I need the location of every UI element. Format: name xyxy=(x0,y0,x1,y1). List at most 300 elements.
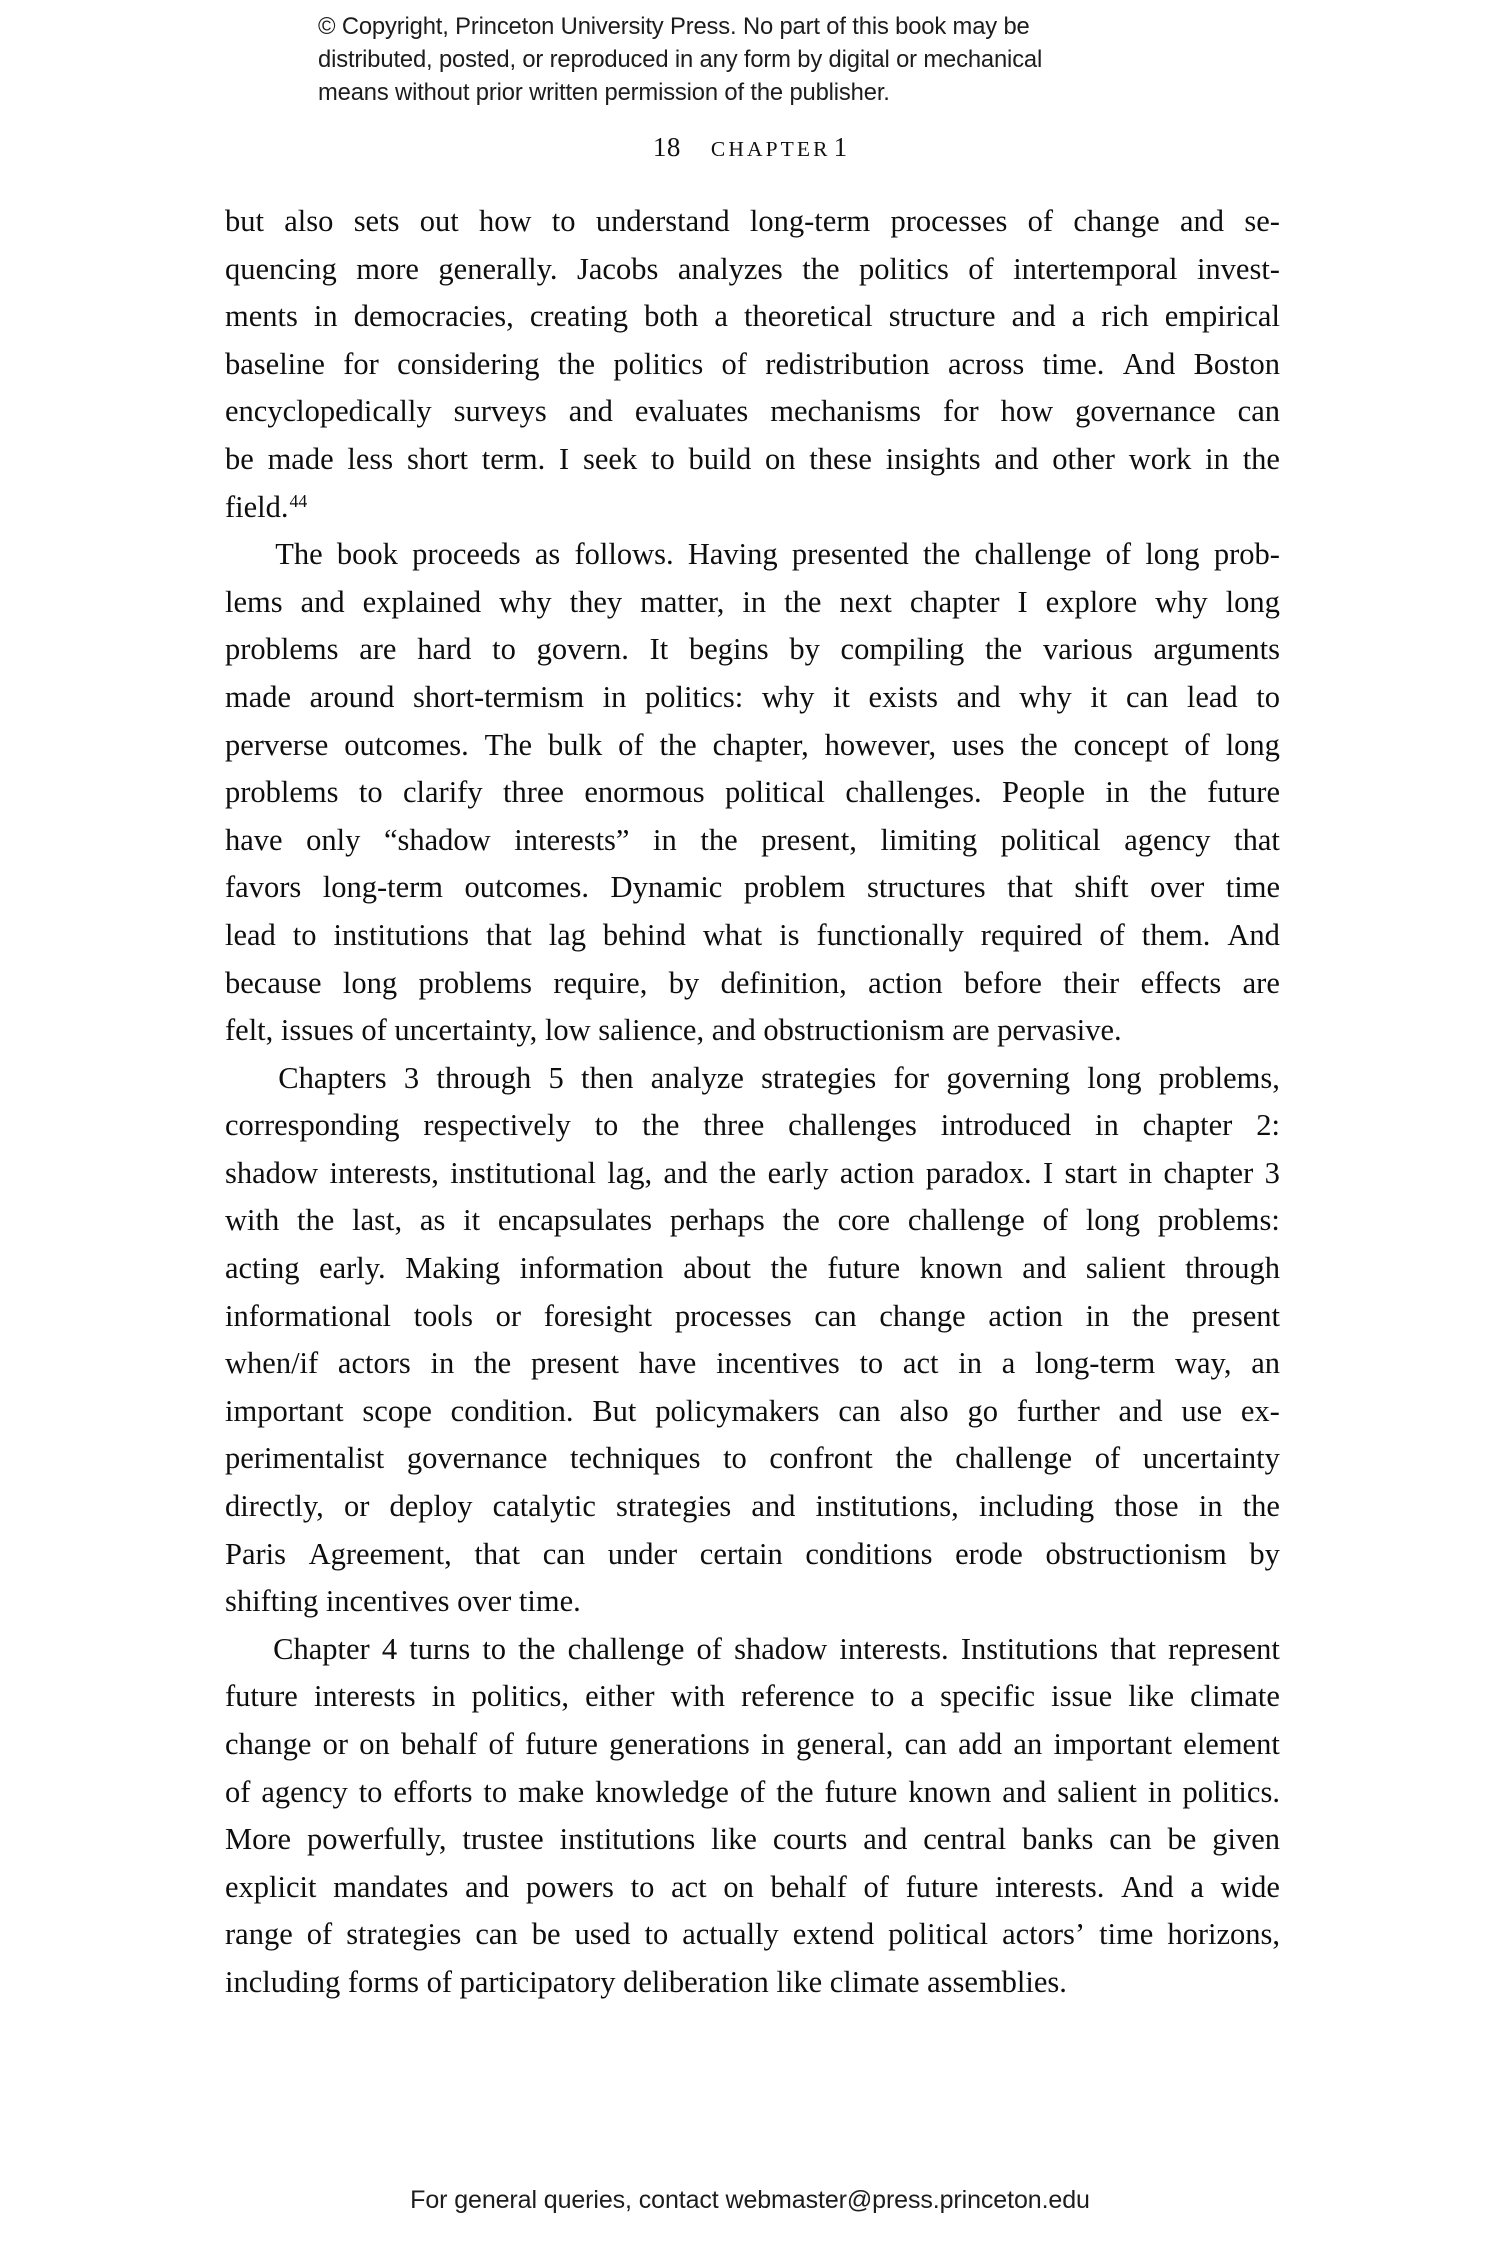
text-word: horizons, xyxy=(1167,1917,1280,1952)
text-word: And xyxy=(1227,917,1280,952)
text-word: bulk xyxy=(547,727,603,762)
text-word: prob- xyxy=(1213,537,1280,572)
text-word: a xyxy=(910,1679,925,1714)
text-word: long xyxy=(1145,537,1200,572)
text-word: can xyxy=(814,1298,857,1333)
text-word: structure xyxy=(888,299,996,334)
text-word: and xyxy=(300,584,345,619)
text-word: hard xyxy=(417,632,472,667)
text-word: and xyxy=(568,394,613,429)
text-word: to xyxy=(1256,679,1280,714)
text-word: the xyxy=(700,822,738,857)
text-word: with xyxy=(670,1679,725,1714)
text-word: governing xyxy=(946,1060,1070,1095)
text-word: to xyxy=(482,1631,507,1666)
text-word: out xyxy=(419,204,459,238)
text-word: of xyxy=(696,1631,722,1666)
text-word: introduced xyxy=(940,1108,1072,1143)
text-word: also xyxy=(899,1393,949,1428)
text-word: political xyxy=(1000,822,1101,857)
text-word: generations xyxy=(609,1727,750,1761)
text-word: of xyxy=(1184,727,1210,762)
text-word: general, xyxy=(795,1727,894,1761)
text-word: intertemporal xyxy=(1013,251,1178,286)
text-line xyxy=(225,1150,1280,1198)
text-word: time. xyxy=(1042,346,1105,381)
text-word: why xyxy=(499,584,552,619)
text-word: generally. xyxy=(438,251,558,286)
text-word: shadow xyxy=(225,1155,319,1190)
text-word: political xyxy=(724,775,825,810)
text-word: those xyxy=(1114,1489,1179,1524)
text-word: uncertainty xyxy=(1142,1441,1280,1476)
text-word: both xyxy=(644,299,699,334)
text-word: the xyxy=(1149,775,1187,810)
text-word: long-term xyxy=(749,204,871,238)
text-word: long xyxy=(1225,727,1280,762)
text-word: but xyxy=(225,204,264,238)
text-word: corresponding xyxy=(225,1108,400,1143)
text-word: and xyxy=(994,441,1039,476)
text-word: strategies xyxy=(761,1060,877,1095)
text-word: 3 xyxy=(1264,1155,1280,1190)
text-word: The xyxy=(484,727,533,762)
text-word: to xyxy=(358,775,383,810)
text-word: future xyxy=(525,1727,598,1761)
text-word: information xyxy=(519,1251,664,1286)
text-word: behind xyxy=(602,917,686,952)
text-word: also xyxy=(284,204,334,238)
text-word: interests, xyxy=(329,1155,439,1190)
text-word: then xyxy=(580,1060,634,1095)
text-word: to xyxy=(358,1774,383,1809)
text-word: in xyxy=(1205,441,1229,476)
text-word: outcomes. xyxy=(344,727,469,762)
text-word: ments xyxy=(225,299,298,334)
text-word: across xyxy=(947,346,1025,381)
text-word: powerfully, xyxy=(307,1822,447,1857)
text-word: 3 xyxy=(403,1060,420,1095)
text-word: in xyxy=(1105,775,1130,810)
text-word: in xyxy=(742,584,767,619)
text-line xyxy=(225,531,1280,579)
text-word: future xyxy=(827,1251,901,1286)
text-line xyxy=(225,722,1280,770)
text-word: actors xyxy=(337,1346,411,1381)
text-word: book xyxy=(336,537,398,572)
text-word: knowledge xyxy=(595,1774,729,1809)
text-word: chapter, xyxy=(712,727,809,762)
text-word: the xyxy=(984,632,1023,667)
text-word: interests. xyxy=(995,1869,1105,1904)
text-word: directly, xyxy=(225,1489,324,1524)
text-word: in xyxy=(1198,1489,1223,1524)
text-word: shift xyxy=(1074,870,1129,905)
text-word: future xyxy=(824,1774,898,1809)
text-word: ex- xyxy=(1240,1393,1280,1428)
text-word: turns xyxy=(409,1631,471,1666)
copyright-line-3: means without prior written permission of the publisher. xyxy=(318,79,890,106)
text-word: to xyxy=(644,1917,669,1952)
text-word: and xyxy=(1180,204,1225,238)
text-word: matter, xyxy=(640,584,725,619)
body-paragraph xyxy=(225,198,1280,531)
text-word: of xyxy=(1027,204,1054,238)
text-word: long xyxy=(1225,584,1280,619)
text-word: made xyxy=(225,679,292,714)
text-word: of xyxy=(225,1774,251,1809)
text-word: of xyxy=(968,251,994,286)
text-word: the xyxy=(557,346,596,381)
text-word: and xyxy=(956,679,1001,714)
text-word: change xyxy=(1073,204,1160,238)
text-word: Institutions xyxy=(960,1631,1099,1666)
text-word: respectively xyxy=(423,1108,571,1143)
text-word: Agreement, xyxy=(308,1536,452,1571)
text-word: lag, xyxy=(607,1155,653,1190)
text-word: future xyxy=(1207,775,1280,810)
text-word: about xyxy=(683,1251,751,1286)
text-word: actors’ xyxy=(1002,1917,1086,1952)
text-word: lead xyxy=(1186,679,1238,714)
text-word: time xyxy=(1225,870,1280,905)
text-word: creating xyxy=(529,299,629,334)
text-word: issue xyxy=(1051,1679,1113,1714)
text-line xyxy=(225,1911,1280,1959)
text-word: the xyxy=(782,1203,820,1238)
text-line xyxy=(225,769,1280,817)
text-word: and xyxy=(1118,1393,1163,1428)
text-word: for xyxy=(943,394,979,429)
text-word: political xyxy=(888,1917,989,1952)
text-word: behalf xyxy=(401,1727,478,1761)
text-word: by xyxy=(789,632,820,667)
text-line xyxy=(225,1673,1280,1721)
text-word: techniques xyxy=(570,1441,701,1476)
text-word: challenge xyxy=(974,537,1092,572)
text-word: chapter xyxy=(909,584,1000,619)
text-word: have xyxy=(638,1346,697,1381)
text-word: how xyxy=(478,204,532,238)
text-word: problems xyxy=(225,632,339,667)
text-word: And xyxy=(1122,346,1176,381)
text-word: challenge xyxy=(955,1441,1073,1476)
text-word: either xyxy=(585,1679,655,1714)
text-word: term. xyxy=(481,441,546,476)
text-line xyxy=(225,1626,1280,1674)
text-word: acting xyxy=(225,1251,300,1286)
text-word: their xyxy=(1063,965,1120,1000)
text-word: represent xyxy=(1168,1631,1280,1666)
text-word: mechanisms xyxy=(770,394,922,429)
text-word: as xyxy=(534,537,561,572)
text-word: and xyxy=(863,1822,908,1857)
text-word: a xyxy=(714,299,728,334)
text-word: concept xyxy=(1073,727,1169,762)
text-word: further xyxy=(1016,1393,1100,1428)
paragraph-indent xyxy=(225,1626,261,1674)
text-word: in xyxy=(431,1679,456,1714)
text-word: salient xyxy=(1085,1251,1166,1286)
text-line xyxy=(225,912,1280,960)
text-word: known xyxy=(919,1251,1003,1286)
text-word: the xyxy=(1242,1489,1280,1524)
text-word: various xyxy=(1042,632,1133,667)
text-word: short xyxy=(406,441,468,476)
text-word: in xyxy=(602,679,627,714)
text-word: I xyxy=(559,441,570,476)
text-word: condition. xyxy=(450,1393,574,1428)
text-word: less xyxy=(347,441,394,476)
text-word: People xyxy=(1002,775,1086,810)
text-line xyxy=(225,1435,1280,1483)
text-word: a xyxy=(1071,299,1086,334)
text-word: analyzes xyxy=(677,251,783,286)
text-word: tools xyxy=(413,1298,473,1333)
text-word: scope xyxy=(362,1393,432,1428)
body-paragraph xyxy=(225,1055,1280,1626)
text-word: “shadow xyxy=(383,822,491,857)
text-word: can xyxy=(1237,394,1280,429)
text-word: enormous xyxy=(584,775,705,810)
text-word: invest- xyxy=(1196,251,1280,286)
text-word: add xyxy=(958,1727,1003,1761)
text-word: begins xyxy=(688,632,769,667)
text-word: act xyxy=(902,1346,939,1381)
text-word: use xyxy=(1181,1393,1223,1428)
text-word: early. xyxy=(319,1251,386,1286)
text-word: limiting xyxy=(880,822,978,857)
text-word: change xyxy=(225,1727,312,1761)
text-word: explore xyxy=(1045,584,1138,619)
text-word: and xyxy=(1022,1251,1067,1286)
text-word: the xyxy=(1242,441,1280,476)
text-word: strategies xyxy=(616,1489,732,1524)
text-word: institutions xyxy=(559,1822,696,1857)
text-word: the xyxy=(718,1155,757,1190)
text-word: It xyxy=(649,632,669,667)
text-word: can xyxy=(475,1917,518,1952)
text-word: is xyxy=(779,917,800,952)
text-word: or xyxy=(322,1727,349,1761)
text-word: the xyxy=(776,1774,814,1809)
text-word: institutional xyxy=(450,1155,596,1190)
text-word: to xyxy=(483,1774,508,1809)
text-word: in xyxy=(1094,1108,1119,1143)
text-word: Chapter xyxy=(273,1631,370,1666)
text-word: Having xyxy=(687,537,778,572)
text-word: like xyxy=(711,1822,757,1857)
text-word: lems xyxy=(225,584,283,619)
text-word: and xyxy=(663,1155,708,1190)
text-word: through xyxy=(1185,1251,1280,1286)
text-word: considering xyxy=(397,346,540,381)
text-line xyxy=(225,1816,1280,1864)
text-word: when/if xyxy=(225,1346,319,1381)
text-word: wide xyxy=(1220,1869,1280,1904)
text-line xyxy=(225,1483,1280,1531)
text-word: I xyxy=(1043,1155,1054,1190)
text-word: future xyxy=(225,1679,298,1714)
text-word: the xyxy=(642,1108,680,1143)
text-line xyxy=(225,198,1280,246)
text-line xyxy=(225,1864,1280,1912)
text-word: encyclopedically xyxy=(225,394,432,429)
text-word: mandates xyxy=(333,1869,449,1904)
text-word: and xyxy=(1002,1774,1047,1809)
text-word: how xyxy=(1000,394,1054,429)
text-word: baseline xyxy=(225,346,325,381)
text-word: or xyxy=(343,1489,370,1524)
running-head-chapter-number: 1 xyxy=(833,132,848,162)
text-word: an xyxy=(1013,1727,1043,1761)
text-word: Paris xyxy=(225,1536,286,1571)
text-word: seek xyxy=(583,441,638,476)
text-word: time xyxy=(1099,1917,1154,1952)
page-number: 18 xyxy=(652,132,681,162)
text-word: challenge xyxy=(907,1203,1025,1238)
text-word: processes xyxy=(674,1298,792,1333)
text-word: problem xyxy=(743,870,846,905)
text-word: efforts xyxy=(393,1774,473,1809)
text-word: used xyxy=(574,1917,631,1952)
text-word: quencing xyxy=(225,251,337,286)
text-line xyxy=(225,674,1280,722)
text-word: effects xyxy=(1140,965,1222,1000)
text-word: politics, xyxy=(471,1679,570,1714)
text-word: in xyxy=(653,822,677,857)
text-word: it xyxy=(833,679,850,714)
text-word: to xyxy=(551,204,576,238)
text-word: clarify xyxy=(403,775,483,810)
text-word: three xyxy=(703,1108,765,1143)
text-word: element xyxy=(1183,1727,1280,1761)
text-word: be xyxy=(225,441,254,476)
text-word: can xyxy=(838,1393,881,1428)
footnote-marker: 44 xyxy=(289,491,308,512)
text-word: be xyxy=(1167,1822,1197,1857)
text-word: evaluates xyxy=(634,394,749,429)
text-word: or xyxy=(495,1298,522,1333)
text-word: the xyxy=(518,1631,556,1666)
text-word: Chapters xyxy=(278,1060,387,1095)
text-word: through xyxy=(436,1060,532,1095)
text-word: functionally xyxy=(816,917,964,952)
text-word: trustee xyxy=(462,1822,544,1857)
text-line xyxy=(225,960,1280,1008)
text-word: that xyxy=(1234,822,1280,857)
text-word: core xyxy=(837,1203,891,1238)
text-word: perimentalist xyxy=(225,1441,385,1476)
text-word: have xyxy=(225,822,283,857)
text-word: of xyxy=(863,1869,889,1904)
text-word: required xyxy=(980,917,1083,952)
text-word: challenges. xyxy=(845,775,982,810)
text-word: action xyxy=(988,1298,1063,1333)
text-line xyxy=(225,341,1280,389)
text-word: processes xyxy=(890,204,1008,238)
text-word: of xyxy=(739,1774,766,1809)
text-word: interests” xyxy=(514,822,630,857)
text-word: only xyxy=(306,822,361,857)
text-word: Dynamic xyxy=(610,870,723,905)
text-word: 4 xyxy=(381,1631,398,1666)
text-word: that xyxy=(1007,870,1053,905)
text-word: way, xyxy=(1174,1346,1232,1381)
text-word: governance xyxy=(406,1441,548,1476)
text-word: courts xyxy=(772,1822,848,1857)
text-word: with xyxy=(225,1203,280,1238)
text-word: of xyxy=(1042,1203,1068,1238)
text-line xyxy=(225,1293,1280,1341)
text-word: to xyxy=(859,1346,884,1381)
text-word: next xyxy=(839,584,892,619)
text-word: problems: xyxy=(1157,1203,1280,1238)
text-word: perhaps xyxy=(669,1203,765,1238)
text-word: can xyxy=(1125,679,1169,714)
text-word: however, xyxy=(824,727,937,762)
text-word: that xyxy=(1110,1631,1156,1666)
text-word: be xyxy=(531,1917,561,1952)
text-word: redistribution xyxy=(765,346,930,381)
text-word: that xyxy=(486,917,532,952)
text-line: shifting incentives over time. xyxy=(225,1584,581,1619)
text-word: empirical xyxy=(1164,299,1280,334)
text-word: conditions xyxy=(805,1536,933,1571)
text-word: problems xyxy=(418,965,532,1000)
text-line xyxy=(225,436,1280,484)
text-word: require, xyxy=(553,965,648,1000)
text-line xyxy=(225,817,1280,865)
text-word: are xyxy=(1242,965,1280,1000)
text-word: the xyxy=(1020,727,1058,762)
text-word: on xyxy=(764,441,796,476)
text-word: of xyxy=(721,346,747,381)
copyright-line-1: © Copyright, Princeton University Press. No part of this book may be xyxy=(318,13,1030,40)
text-word: they xyxy=(569,584,623,619)
text-word: of xyxy=(1094,1441,1121,1476)
text-word: make xyxy=(518,1774,585,1809)
text-word: erode xyxy=(955,1536,1023,1571)
text-word: a xyxy=(1190,1869,1204,1904)
text-word: politics xyxy=(613,346,704,381)
text-word: democracies, xyxy=(353,299,514,334)
text-word: the xyxy=(1131,1298,1170,1333)
text-word: why xyxy=(1019,679,1072,714)
text-word: perverse xyxy=(225,727,329,762)
text-word: interests xyxy=(313,1679,416,1714)
text-word: reference xyxy=(741,1679,855,1714)
text-word: because xyxy=(225,965,322,1000)
text-word: presented xyxy=(791,537,909,572)
text-word: of xyxy=(618,727,644,762)
text-word: why xyxy=(761,679,815,714)
text-word: by xyxy=(668,965,700,1000)
text-word: short-termism xyxy=(412,679,585,714)
text-word: challenges xyxy=(788,1108,917,1143)
text-word: to xyxy=(650,441,675,476)
text-line: field.$^{44}$ xyxy=(225,489,308,524)
text-word: and xyxy=(1011,299,1056,334)
text-word: long xyxy=(1087,1060,1142,1095)
text-line xyxy=(225,1340,1280,1388)
text-word: climate xyxy=(1190,1679,1280,1714)
text-word: catalytic xyxy=(492,1489,596,1524)
text-word: given xyxy=(1212,1822,1280,1857)
text-word: the xyxy=(659,727,697,762)
text-word: Jacobs xyxy=(577,251,659,286)
text-word: long xyxy=(342,965,398,1000)
